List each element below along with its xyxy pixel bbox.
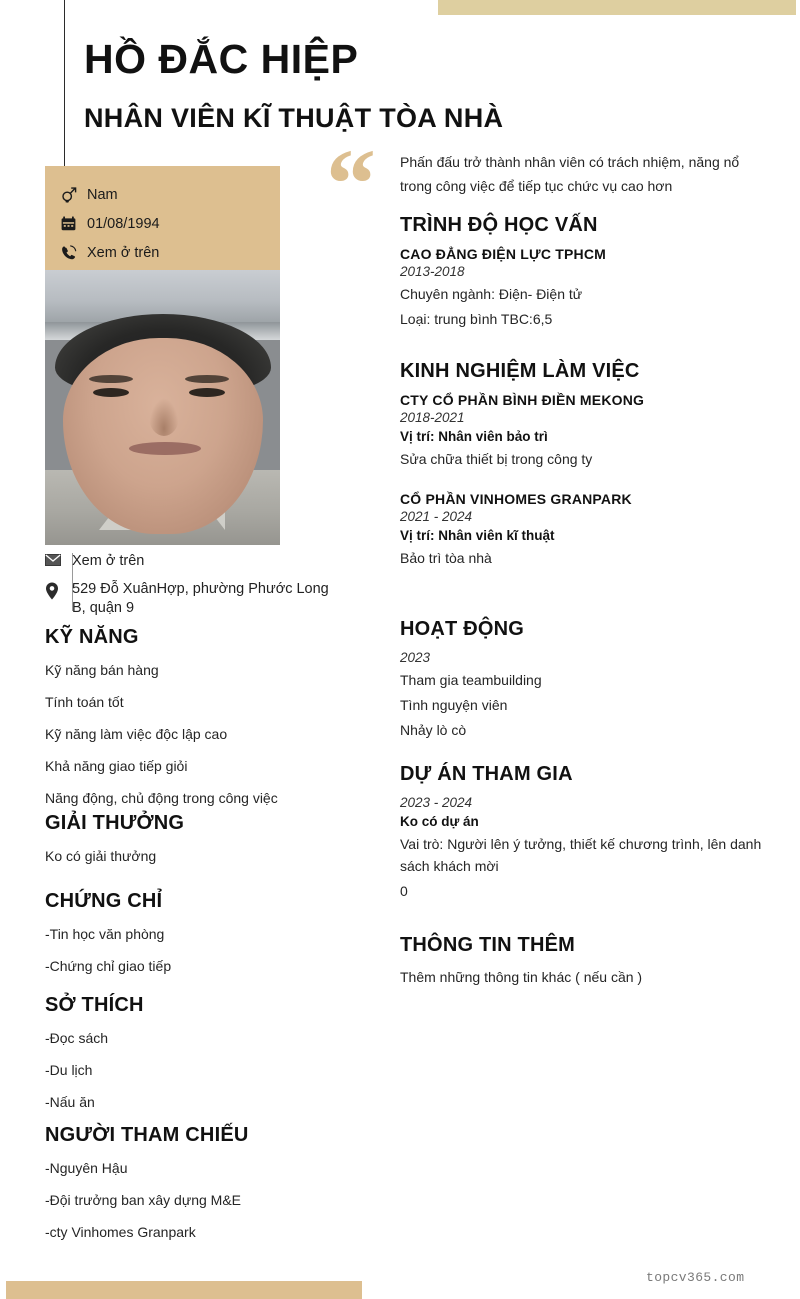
education-years: 2013-2018 <box>400 264 465 279</box>
experience-years: 2021 - 2024 <box>400 509 473 524</box>
section-skills <box>45 626 390 821</box>
section-projects <box>400 763 765 905</box>
section-title-projects: DỰ ÁN THAM GIA <box>400 763 573 785</box>
experience-years: 2018-2021 <box>400 410 465 425</box>
photo-eyebrow-left <box>89 375 133 383</box>
experience-position: Vị trí: Nhân viên bảo trì <box>400 429 548 444</box>
activity-item: Nhảy lò cò <box>400 722 467 738</box>
skill-item: Năng động, chủ động trong công việc <box>45 790 278 806</box>
info-value-phone: Xem ở trên <box>87 244 160 261</box>
section-title-skills: KỸ NĂNG <box>45 626 139 648</box>
certificate-item: -Tin học văn phòng <box>45 926 165 942</box>
experience-position: Vị trí: Nhân viên kĩ thuật <box>400 528 555 543</box>
section-experience <box>400 360 765 572</box>
experience-detail: Bảo trì tòa nhà <box>400 550 492 566</box>
contact-block <box>45 552 375 627</box>
hobby-item: -Nấu ăn <box>45 1094 95 1110</box>
gender-icon <box>61 186 87 203</box>
skill-item: Kỹ năng làm việc độc lập cao <box>45 726 228 742</box>
section-certificates <box>45 890 390 989</box>
hobby-item: -Đọc sách <box>45 1030 109 1046</box>
education-org: CAO ĐẲNG ĐIỆN LỰC TPHCM <box>400 246 606 262</box>
reference-item: -Đội trưởng ban xây dựng M&E <box>45 1192 242 1208</box>
section-title-hobbies: SỞ THÍCH <box>45 994 144 1016</box>
personal-info-box <box>45 166 280 270</box>
photo-mouth <box>129 442 201 455</box>
photo-eyebrow-right <box>185 375 229 383</box>
section-hobbies <box>45 994 390 1125</box>
top-accent-bar <box>438 0 796 15</box>
section-title-awards: GIẢI THƯỞNG <box>45 812 185 834</box>
photo-eye-left <box>93 388 129 397</box>
section-title-additional-info: THÔNG TIN THÊM <box>400 934 576 956</box>
skill-item: Kỹ năng bán hàng <box>45 662 159 678</box>
project-detail: Vai trò: Người lên ý tưởng, thiết kế chương trình, lên danh sách khách mời <box>400 836 762 874</box>
section-title-activities: HOẠT ĐỘNG <box>400 618 525 640</box>
education-detail: Chuyên ngành: Điện- Điện tử <box>400 286 583 302</box>
contact-value-email: Xem ở trên <box>72 553 145 569</box>
project-detail: 0 <box>400 883 408 899</box>
activity-item: Tình nguyện viên <box>400 697 508 713</box>
info-value-gender: Nam <box>87 186 118 203</box>
calendar-icon <box>61 216 87 231</box>
section-title-experience: KINH NGHIỆM LÀM VIỆC <box>400 360 640 382</box>
section-education <box>400 214 765 333</box>
activity-item: Tham gia teambuilding <box>400 672 542 688</box>
entry-spacer <box>400 473 765 491</box>
profile-photo <box>45 270 280 545</box>
location-icon <box>45 580 72 600</box>
experience-org: CTY CỔ PHẦN BÌNH ĐIỀN MEKONG <box>400 392 645 408</box>
section-references <box>45 1124 390 1255</box>
reference-item: -cty Vinhomes Granpark <box>45 1224 196 1240</box>
section-title-certificates: CHỨNG CHỈ <box>45 890 163 912</box>
section-title-education: TRÌNH ĐỘ HỌC VẤN <box>400 214 598 236</box>
experience-detail: Sửa chữa thiết bị trong công ty <box>400 451 593 467</box>
activities-years: 2023 <box>400 650 431 665</box>
section-awards <box>45 812 390 879</box>
career-objective: Phấn đấu trở thành nhân viên có trách nhiệm, năng nổ trong công việc để tiếp tục chức vụ cao hơn <box>400 154 740 194</box>
info-row-birthdate <box>61 209 280 238</box>
contact-value-address: 529 Đỗ XuânHợp, phường Phước Long B, quận 9 <box>72 581 329 616</box>
section-activities <box>400 618 765 744</box>
projects-years: 2023 - 2024 <box>400 795 473 810</box>
education-detail: Loại: trung bình TBC:6,5 <box>400 311 553 327</box>
quote-mark-icon: “ <box>326 128 376 239</box>
info-row-gender <box>61 180 280 209</box>
project-name: Ko có dự án <box>400 814 479 829</box>
page-title: HỒ ĐẮC HIỆP <box>84 36 359 82</box>
photo-nose <box>149 398 179 436</box>
skill-item: Tính toán tốt <box>45 694 124 710</box>
photo-eye-right <box>189 388 225 397</box>
section-additional-info <box>400 934 765 991</box>
experience-org: CỔ PHẦN VINHOMES GRANPARK <box>400 491 632 507</box>
award-item: Ko có giải thưởng <box>45 848 157 864</box>
header-vertical-rule <box>64 0 65 167</box>
certificate-item: -Chứng chỉ giao tiếp <box>45 958 172 974</box>
job-title: NHÂN VIÊN KĨ THUẬT TÒA NHÀ <box>84 103 504 133</box>
hobby-item: -Du lịch <box>45 1062 93 1078</box>
info-value-birthdate: 01/08/1994 <box>87 215 160 232</box>
skill-item: Khả năng giao tiếp giỏi <box>45 758 188 774</box>
contact-row-email <box>45 552 375 571</box>
email-icon <box>45 552 72 566</box>
reference-item: -Nguyên Hậu <box>45 1160 128 1176</box>
contact-row-address <box>45 580 375 618</box>
phone-icon <box>61 245 87 261</box>
bottom-accent-bar <box>6 1281 362 1299</box>
section-title-references: NGƯỜI THAM CHIẾU <box>45 1124 249 1146</box>
watermark: topcv365.com <box>646 1270 745 1285</box>
info-row-phone <box>61 238 280 267</box>
additional-info-detail: Thêm những thông tin khác ( nếu cần ) <box>400 969 643 985</box>
